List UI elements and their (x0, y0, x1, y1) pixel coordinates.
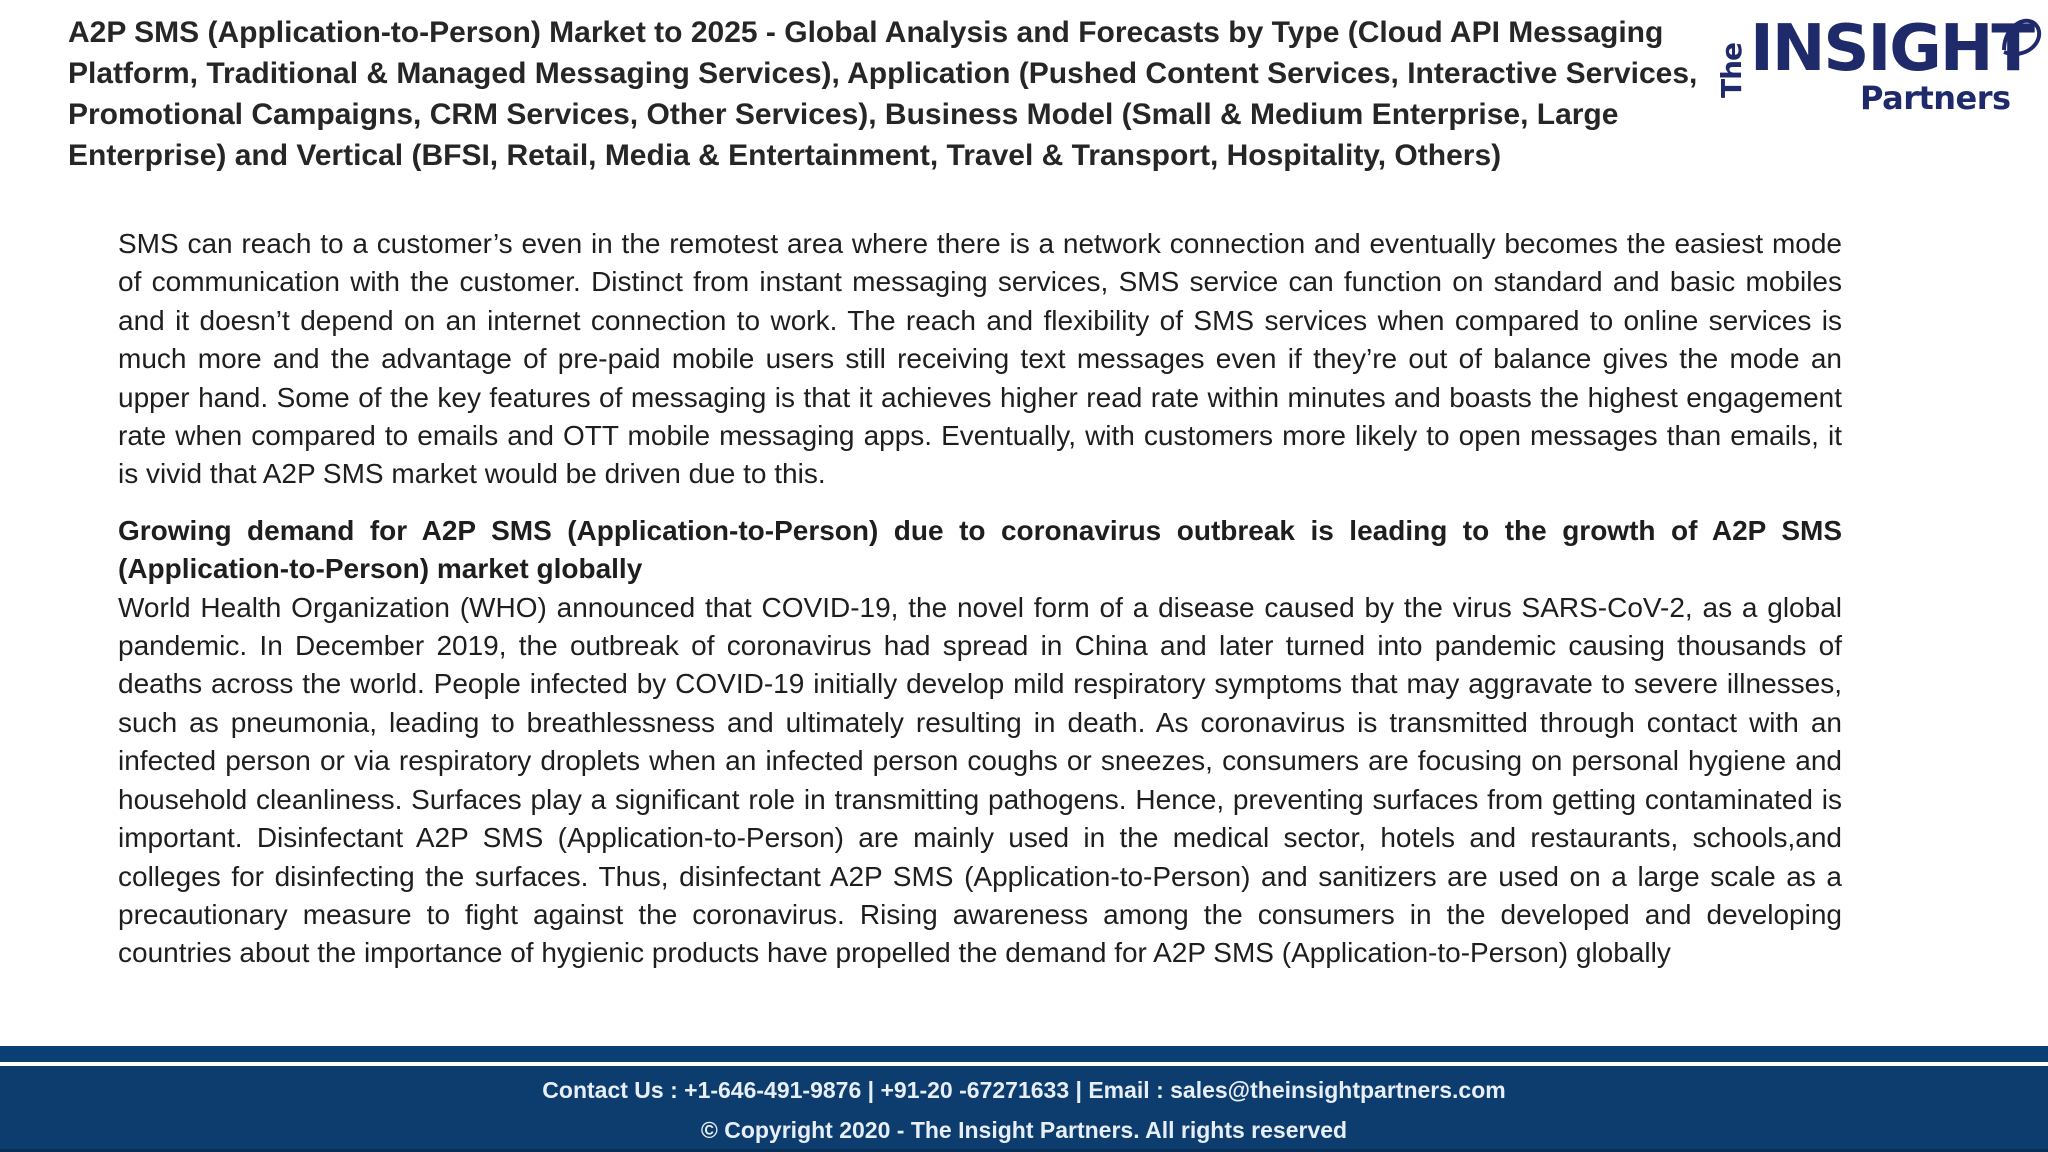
logo-the-text: The (1715, 42, 1748, 98)
footer-copyright-text: © Copyright 2020 - The Insight Partners. All rights reserved (700, 1117, 1348, 1143)
footer-bar (0, 1064, 2048, 1152)
covid-paragraph: World Health Organization (WHO) announced that COVID-19, the novel form of a disease caused by the virus SARS-CoV-2, as a global pandemic. In December 2019, the outbreak of coronavirus had spread in China and later turned into pandemic causing thousands of deaths across the world. People infected by COVID-19 initially develop mild respiratory symptoms that may aggravate to severe illnesses, such as pneumonia, leading to breathlessness and ultimately resulting in death. As coronavirus is transmitted through contact with an infected person or via respiratory droplets when an infected person coughs or sneezes, consumers are focusing on personal hygiene and household cleanliness. Surfaces play a significant role in transmitting pathogens. Hence, preventing surfaces from getting contaminated is important. Disinfectant A2P SMS (Application-to-Person) are mainly used in the medical sector, hotels and restaurants, schools,and colleges for disinfecting the surfaces. Thus, disinfectant A2P SMS (Application-to-Person) and sanitizers are used on a large scale as a precautionary measure to fight against the coronavirus. Rising awareness among the consumers in the developed and developing countries about the importance of hygienic products have propelled the demand for A2P SMS (Application-to-Person) globally (118, 591, 1842, 969)
footer-divider (0, 1046, 2048, 1062)
logo-insight-text: INSIGHT (1750, 12, 2034, 86)
footer-contact-text: Contact Us : +1-646-491-9876 | +91-20 -67271633 | Email : sales@theinsightpartners.com (542, 1077, 1506, 1103)
intro-paragraph: SMS can reach to a customer’s even in the remotest area where there is a network connection and eventually becomes the easiest mode of communication with the customer. Distinct from instant messaging services, SMS service can function on standard and basic mobiles and it doesn’t depend on an internet connection to work. The reach and flexibility of SMS services when compared to online services is much more and the advantage of pre-paid mobile users still receiving text messages even if they’re out of balance gives the mode an upper hand. Some of the key features of messaging is that it achieves higher read rate within minutes and boasts the highest engagement rate when compared to emails and OTT mobile messaging apps. Eventually, with customers more likely to open messages than emails, it is vivid that A2P SMS market would be driven due to this. (118, 228, 1842, 490)
insight-partners-logo (1712, 6, 2048, 126)
logo-partners-text: Partners (1860, 79, 2011, 117)
main-content (118, 225, 1842, 973)
section-subheading: Growing demand for A2P SMS (Application-to-Person) due to coronavirus outbreak is leading to the growth of A2P SMS (Application-to-Person) market globally (118, 514, 1842, 585)
document-title: A2P SMS (Application-to-Person) Market to 2025 - Global Analysis and Forecasts by Type (Cloud API Messaging Platform, Traditional & Managed Messaging Services), Application (Pushed Content Services, Interactive Services, Promotional Campaigns, CRM Services, Other Services), Business Model (Small & Medium Enterprise, Large Enterprise) and Vertical (BFSI, Retail, Media & Entertainment, Travel & Transport, Hospitality, Others) (68, 16, 1698, 172)
logo-swoosh-icon (1934, 6, 2042, 66)
